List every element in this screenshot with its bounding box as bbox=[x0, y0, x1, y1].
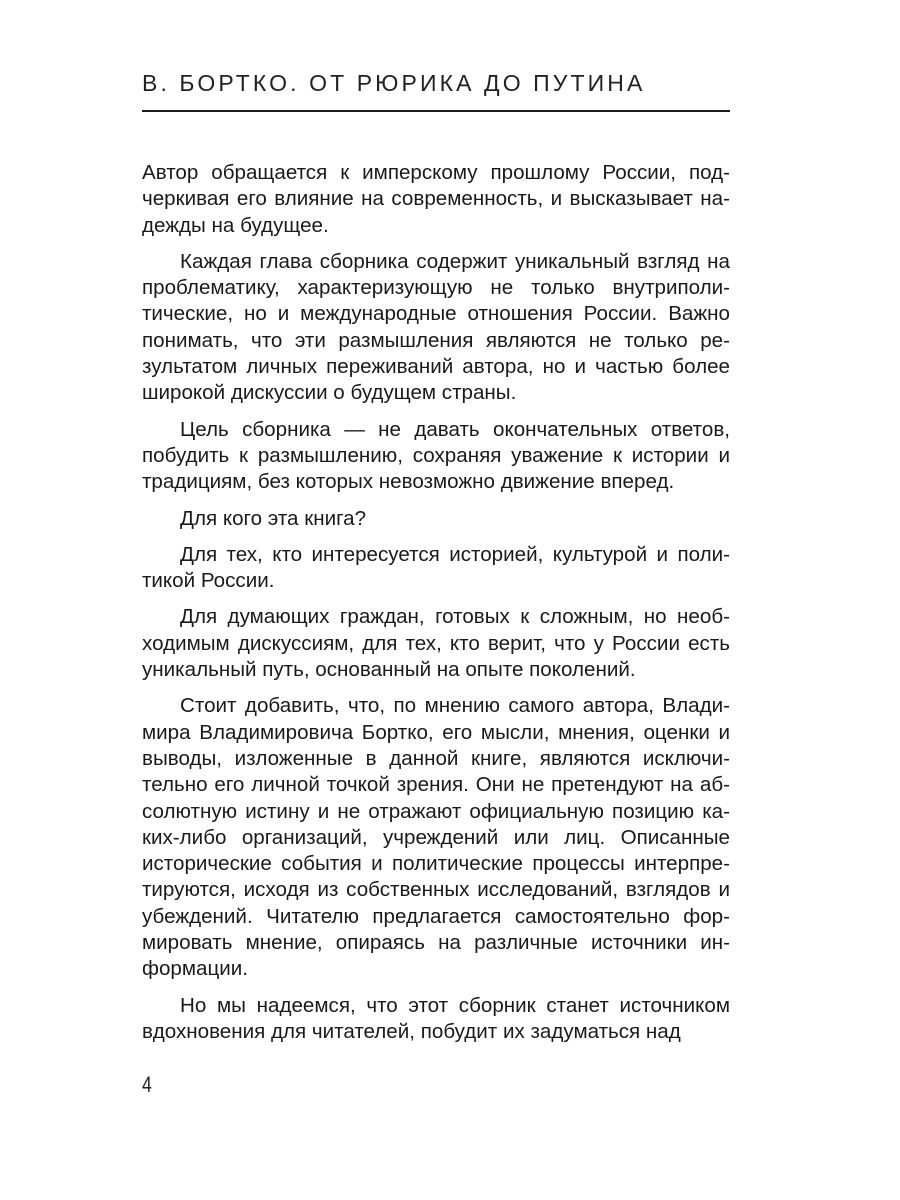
page-body bbox=[142, 160, 730, 1055]
page-number: 4 bbox=[142, 1072, 152, 1097]
paragraph-5: Для тех, кто интересуется историей, культурой и политикой России. bbox=[142, 542, 730, 593]
paragraph-7: Стоит добавить, что, по мнению самого автора, Владимира Владимировича Бортко, его мысли, мнения, оценки и выводы, изложенные в данной книге, являются исключительно его личной точкой зрения. Они не претендуют на абсолютную истину и не отражают официальную позицию каких-либо организаций, учреждений или лиц. Описанные исторические события и политические процессы интерпретируются, исходя из собственных исследований, взглядов и убеждений. Читателю предлагается самостоятельно формировать мнение, опираясь на различные источники информации. bbox=[142, 694, 730, 981]
paragraph-6: Для думающих граждан, готовых к сложным, но необходимым дискуссиям, для тех, кто верит, что у России есть уникальный путь, основанный на опыте поколений. bbox=[142, 605, 730, 682]
paragraph-2: Каждая глава сборника содержит уникальный взгляд на проблематику, характеризующую не только внутриполитические, но и международные отношения России. Важно понимать, что эти размышления являются не только результатом личных переживаний автора, но и частью более широкой дискуссии о будущем страны. bbox=[142, 249, 730, 405]
paragraph-4: Для кого эта книга? bbox=[180, 506, 367, 530]
paragraph-8: Но мы надеемся, что этот сборник станет источником вдохновения для читателей, побудит их задуматься над bbox=[142, 993, 730, 1043]
paragraph-3: Цель сборника — не давать окончательных ответов, побудить к размышлению, сохраняя уважение к истории и традициям, без которых невозможно движение вперед. bbox=[142, 417, 730, 494]
running-title: В. БОРТКО. ОТ РЮРИКА ДО ПУТИНА bbox=[142, 70, 646, 96]
header-divider bbox=[142, 110, 730, 112]
paragraph-1: Автор обращается к имперскому прошлому России, подчеркивая его влияние на современность, и высказывает надежды на будущее. bbox=[142, 161, 730, 237]
